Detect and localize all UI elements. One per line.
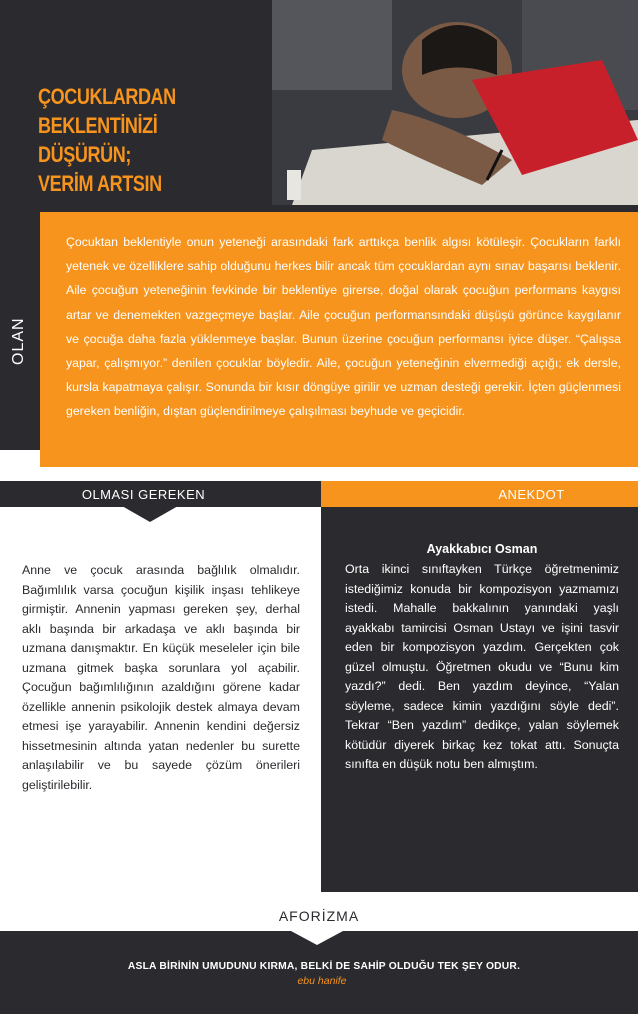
page-headline [38, 82, 218, 198]
student-exam-photo [272, 0, 638, 205]
aforizma-label: AFORİZMA [278, 908, 360, 924]
headline-line-2: BEKLENTİNİZİ [38, 113, 158, 138]
olmasi-gereken-header-pointer [122, 506, 178, 522]
headline-line-1: ÇOCUKLARDAN [38, 84, 176, 109]
headline-line-4: VERİM ARTSIN [38, 171, 162, 196]
aforizma-author: ebu hanife [297, 975, 347, 987]
olmasi-gereken-header-label: OLMASI GEREKEN [81, 486, 206, 502]
anekdot-header [321, 481, 638, 507]
olmasi-gereken-text: Anne ve çocuk arasında bağlılık olmalıdır. Bağımlılık varsa çocuğun kişilik inşası tehlikeye girmiştir. Annenin yapması gereken şey, derhal aklı başında bir arkadaşa ve aklı başında bir uzmana danışmaktır. En küçük meseleler için bile uzmana gitmek başka sorunlara yol açabilir. Çocuğun bağımlılığının azaldığını görene kadar özellikle annenin psikolojik destek almaya devam etmesi işe yarayabilir. Annenin kendini değersiz hissetmesinin altında yatan nedenler bu surette anlaşılabilir ve bu sayede çözüm önerileri geliştirilebilir. [22, 563, 300, 792]
olan-section-label: OLAN [10, 317, 27, 365]
anekdot-text: Orta ikinci sınıftayken Türkçe öğretmenimiz istediğimiz konuda bir kompozisyon yazmamızı istedi. Mahalle bakkalının yanındaki yaşlı ayakkabı tamircisi Osman Ustayı ve işini tasvir eden bir kompozisyon yazdım. Gerçekten çok güzel olmuştu. Öğretmen okudu ve “Bunu kim yazdı?” dedi. Ben yazdım deyince, “Yalan söyleme, sadece kimin yazdığını söyle dedi”. Tekrar “Ben yazdım” dedikçe, yalan söylemek kötüdür diyerek birkaç kez tokat attı. Sonuçta sınıfta en düşük notu ben almıştım. [345, 562, 619, 771]
olmasi-gereken-header [0, 481, 321, 507]
headline-line-3: DÜŞÜRÜN; [38, 142, 131, 167]
olan-section-text: Çocuktan beklentiyle onun yeteneği arasındaki fark arttıkça benlik algısı kötüleşir. Çocukların farklı yetenek ve özelliklere sahip olduğunu herkes bilir ancak tüm çocuklardan aynı sınav başarısı beklenir. Aile çocuğun yeteneğinin fevkinde bir beklentiye girerse, doğal olarak çocuğun performans kaygısı artar ve denemekten vazgeçmeye başlar. Aile çocuğun performansındaki düşüşü görünce kaygılanır ve çocuğa daha fazla yüklenmeye başlar. Bunun üzerine çocuğun performansı iyice düşer. “Çalışsa yapar, çalışmıyor.” denilen çocuklar böyledir. Aile, çocuğun yeteneğinin elvermediği açığı; ek dersle, kursla kapatmaya çalışır. Sonunda bir kısır döngüye girilir ve uzman desteği gerekir. İçten güçlenmesi gereken benliğin, dıştan güçlendirilmeye çalışılması beyhude ve geçicidir. [66, 235, 621, 419]
aforizma-quote: ASLA BİRİNİN UMUDUNU KIRMA, BELKİ DE SAHİP OLDUĞU TEK ŞEY ODUR. [127, 961, 521, 972]
aforizma-footer-pointer [291, 931, 343, 945]
anekdot-title: Ayakkabıcı Osman [426, 542, 538, 556]
anekdot-header-label: ANEKDOT [498, 486, 565, 502]
